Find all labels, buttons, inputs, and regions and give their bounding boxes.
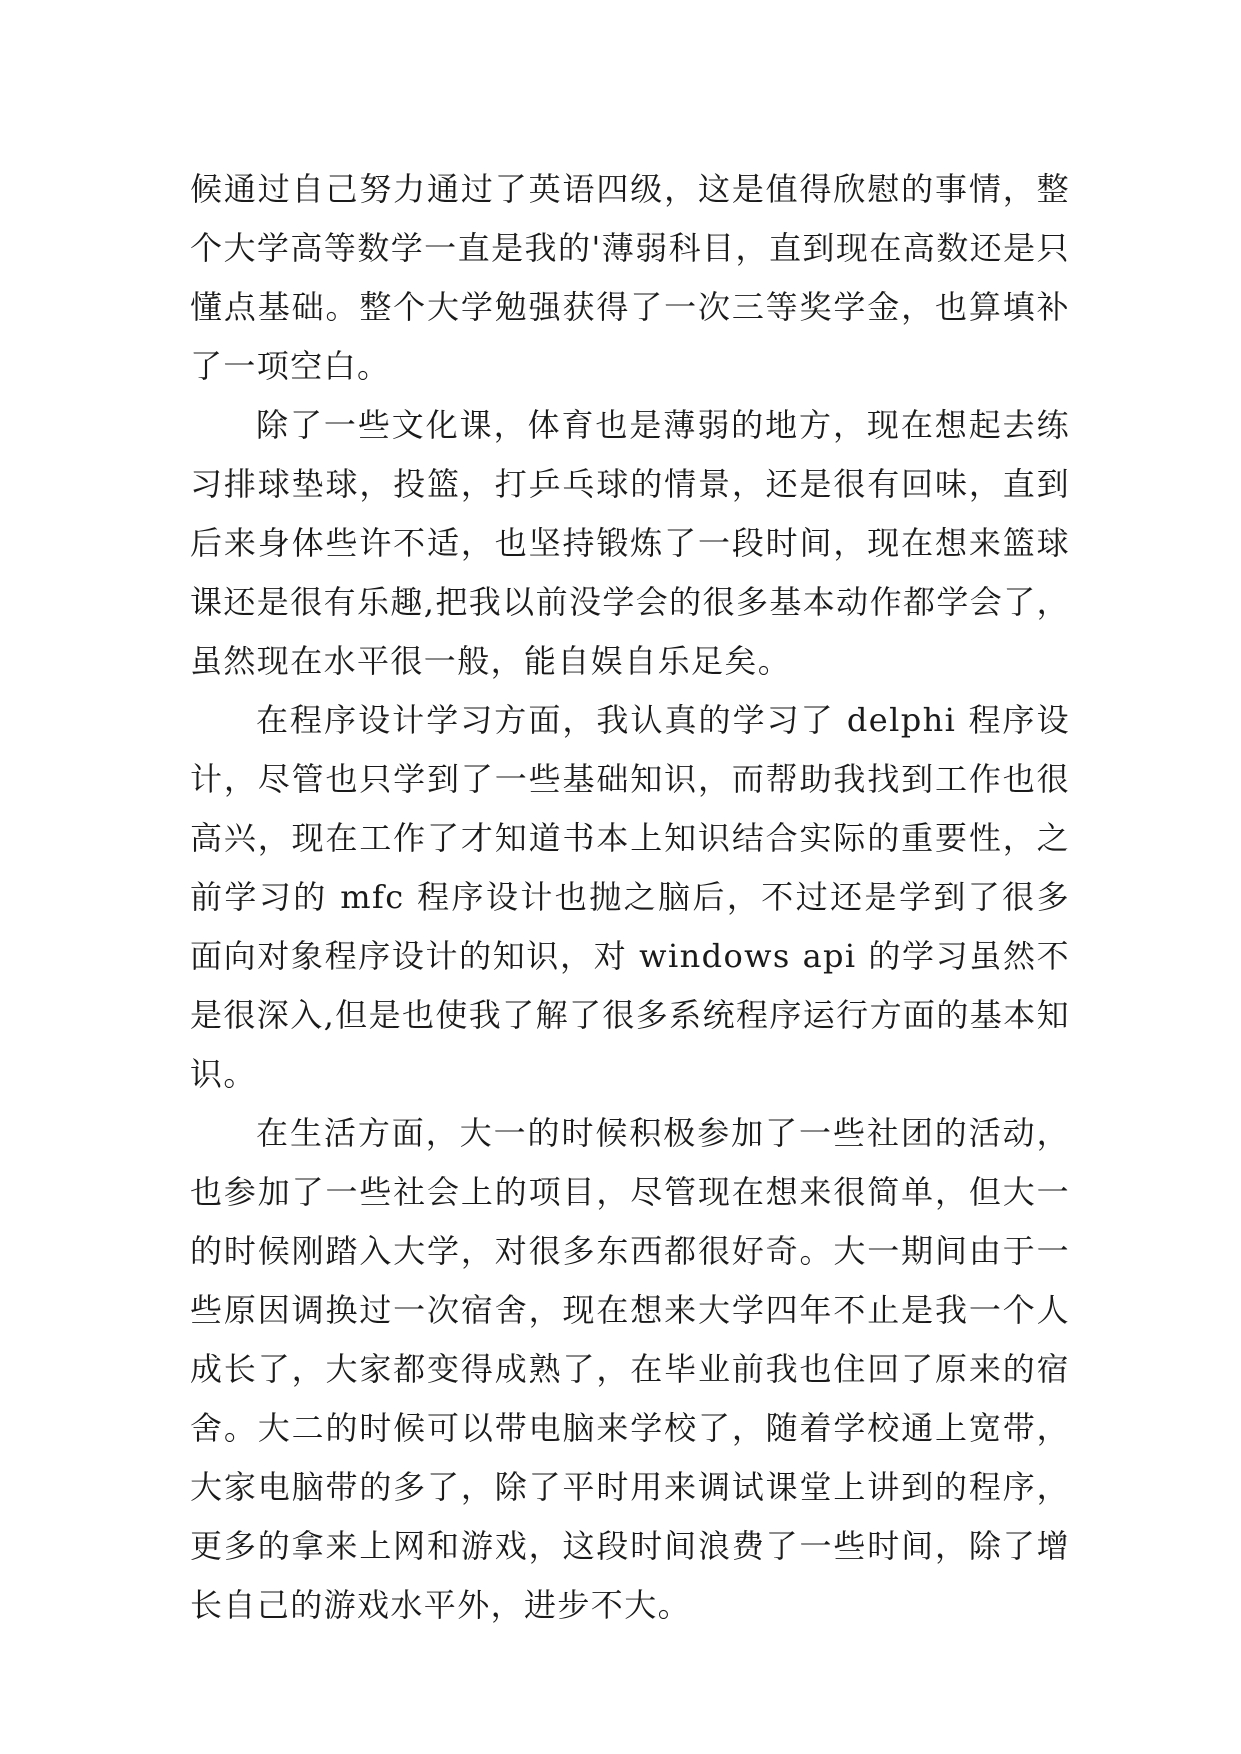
body-text bbox=[190, 160, 1070, 1635]
paragraph-sports: 除了一些文化课，体育也是薄弱的地方，现在想起去练习排球垫球，投篮，打乒乓球的情景，还是很有回味，直到后来身体些许不适，也坚持锻炼了一段时间，现在想来篮球课还是很有乐趣,把我以前没学会的很多基本动作都学会了，虽然现在水平很一般，能自娱自乐足矣。 bbox=[190, 406, 1070, 680]
paragraph-continuation: 候通过自己努力通过了英语四级，这是值得欣慰的事情，整个大学高等数学一直是我的'薄弱科目，直到现在高数还是只懂点基础。整个大学勉强获得了一次三等奖学金，也算填补了一项空白。 bbox=[190, 170, 1070, 385]
paragraph-life: 在生活方面，大一的时候积极参加了一些社团的活动，也参加了一些社会上的项目，尽管现在想来很简单，但大一的时候刚踏入大学，对很多东西都很好奇。大一期间由于一些原因调换过一次宿舍，现在想来大学四年不止是我一个人成长了，大家都变得成熟了，在毕业前我也住回了原来的宿舍。大二的时候可以带电脑来学校了，随着学校通上宽带，大家电脑带的多了，除了平时用来调试课堂上讲到的程序，更多的拿来上网和游戏，这段时间浪费了一些时间，除了增长自己的游戏水平外，进步不大。 bbox=[190, 1114, 1070, 1624]
paragraph-programming: 在程序设计学习方面，我认真的学习了 delphi 程序设计，尽管也只学到了一些基础知识，而帮助我找到工作也很高兴，现在工作了才知道书本上知识结合实际的重要性，之前学习的 mfc 程序设计也抛之脑后，不过还是学到了很多面向对象程序设计的知识，对 windows api 的学习虽然不是很深入,但是也使我了解了很多系统程序运行方面的基本知识。 bbox=[190, 701, 1070, 1093]
